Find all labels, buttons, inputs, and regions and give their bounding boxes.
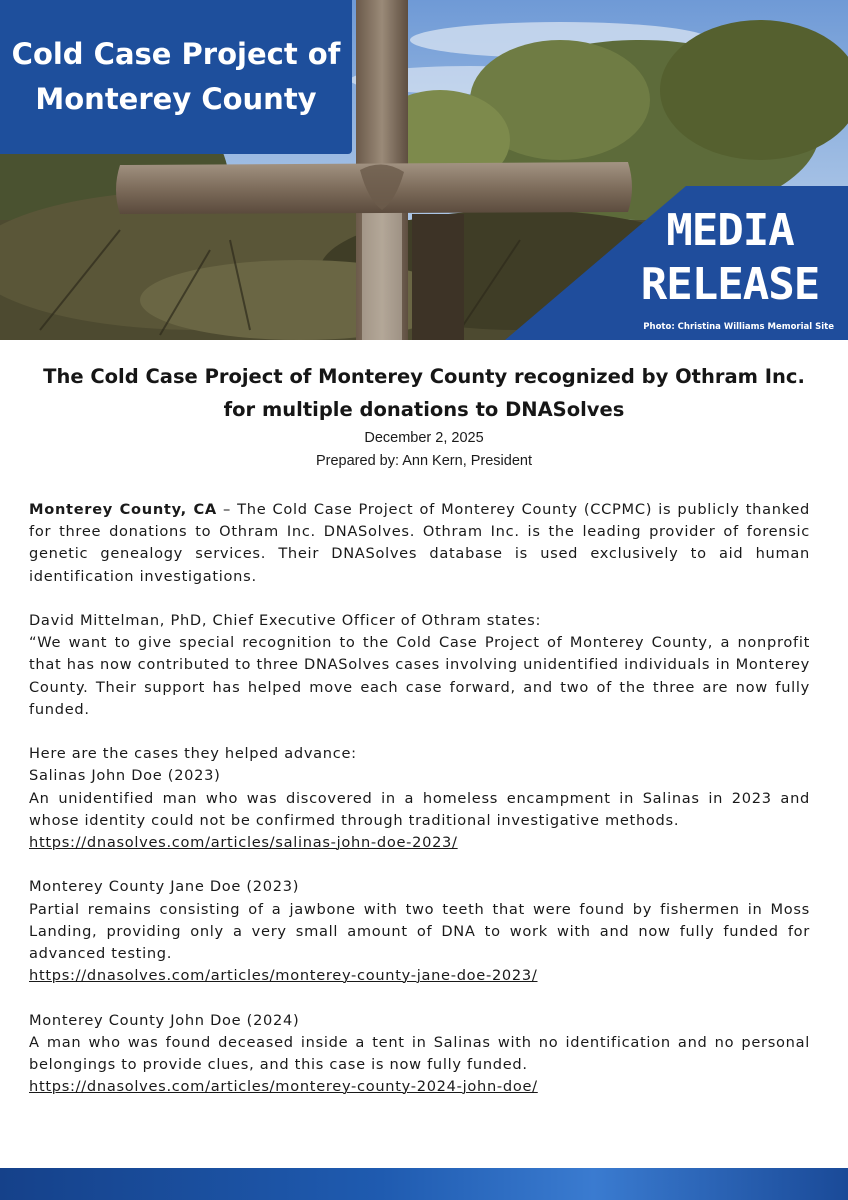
release-date: December 2, 2025 (364, 430, 484, 446)
dateline: Monterey County, CA (29, 501, 217, 518)
case-link[interactable]: https://dnasolves.com/articles/salinas-john-doe-2023/ (29, 834, 458, 852)
release-headline: The Cold Case Project of Monterey County recognized by Othram Inc. for multiple donations to DNASolves (43, 365, 805, 421)
footer-bar (0, 1168, 848, 1200)
case-title: Salinas John Doe (2023) (29, 767, 221, 785)
release-label: RELEASE (640, 259, 820, 310)
case-description: Partial remains consisting of a jawbone with two teeth that were found by fishermen in Moss Landing, providing only a very small amount of DNA to work with and now fully funded for advanced testing. (29, 900, 810, 963)
case-description: An unidentified man who was discovered in a homeless encampment in Salinas in 2023 and whose identity could not be confirmed through traditional investigative methods. (29, 789, 810, 829)
release-body (29, 499, 810, 1098)
org-title: Cold Case Project of Monterey County (11, 37, 341, 116)
hero-banner (0, 0, 848, 340)
intro-paragraph (29, 499, 810, 588)
case-description: A man who was found deceased inside a tent in Salinas with no identification and no personal belongings to provide clues, and this case is now fully funded. (29, 1033, 810, 1074)
ceo-quote: “We want to give special recognition to the Cold Case Project of Monterey County, a nonprofit that has now contributed to three DNASolves cases involving unidentified individuals in Monterey County. Their support has helped move each case forward, and two of the three are now fully funded. (29, 634, 810, 718)
photo-credit: Photo: Christina Williams Memorial Site (643, 322, 834, 332)
prepared-by: Prepared by: Ann Kern, President (315, 453, 533, 469)
case-title: Monterey County John Doe (2024) (29, 1011, 300, 1029)
case-title: Monterey County Jane Doe (2023) (29, 878, 300, 896)
media-label: MEDIA (666, 205, 794, 256)
ceo-attribution: David Mittelman, PhD, Chief Executive Officer of Othram states: (29, 612, 542, 629)
case-link[interactable]: https://dnasolves.com/articles/monterey-county-jane-doe-2023/ (29, 967, 538, 985)
intro-text: – The Cold Case Project of Monterey County (CCPMC) is publicly thanked for three donations to Othram Inc. DNASolves. Othram Inc. is the leading provider of forensic genetic genealogy services. Their DNASolves database is used exclusively to aid human identification investigations. (29, 501, 810, 585)
case-link[interactable]: https://dnasolves.com/articles/monterey-county-2024-john-doe/ (29, 1078, 538, 1096)
media-release-label (610, 204, 848, 312)
cases-intro: Here are the cases they helped advance: (29, 745, 357, 763)
